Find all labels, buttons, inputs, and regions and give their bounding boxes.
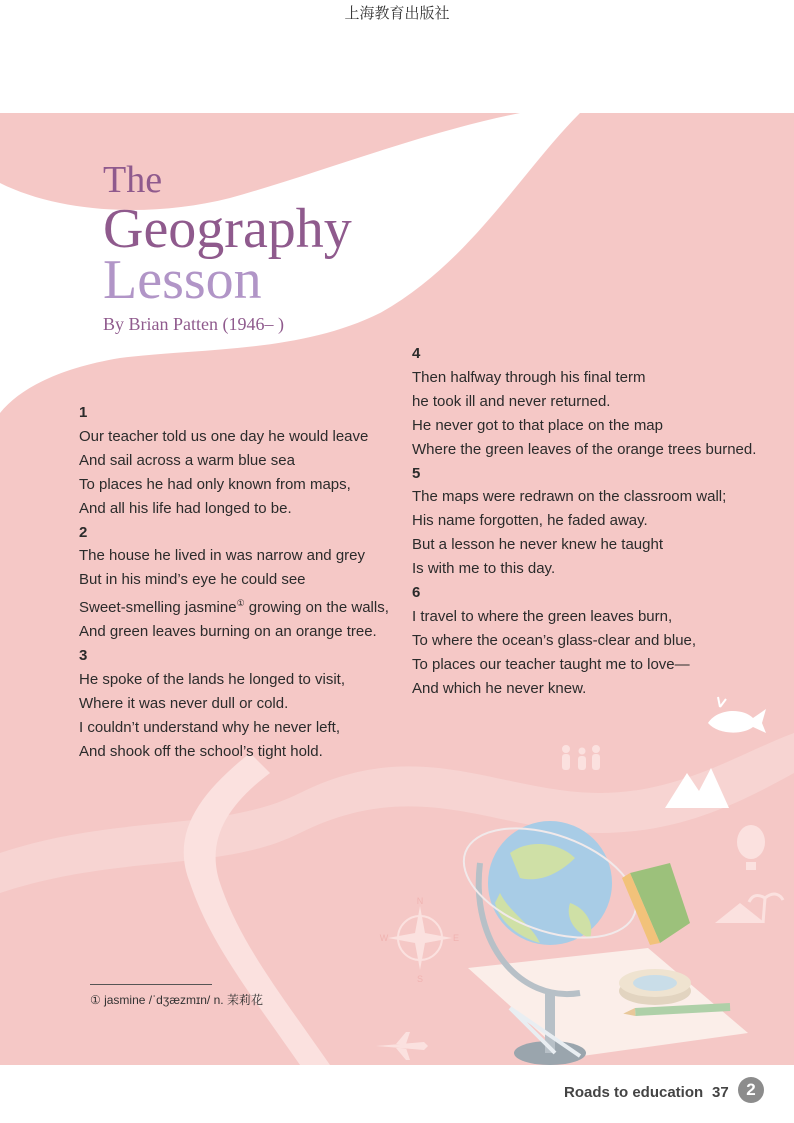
poem-line: He spoke of the lands he longed to visit,	[79, 670, 346, 688]
poem-line: I couldn’t understand why he never left,	[79, 718, 340, 736]
poem-line: To places he had only known from maps,	[79, 475, 351, 493]
compass-w-label: W	[379, 933, 389, 943]
page-number: 37	[712, 1084, 729, 1101]
stanza-1	[79, 401, 399, 521]
poem-line: Then halfway through his final term	[412, 368, 646, 386]
poem-line: But in his mind’s eye he could see	[79, 571, 306, 589]
stanza-number: 3	[79, 647, 88, 665]
footnote-jasmine: ① jasmine /ˈdʒæzmɪn/ n. 茉莉花	[90, 993, 263, 1007]
poem-line-tail: growing on the walls,	[244, 599, 389, 617]
title-geography: Geography	[103, 198, 352, 260]
author-byline: By Brian Patten (1946– )	[103, 314, 284, 334]
publisher-header: 上海教育出版社	[344, 4, 450, 22]
poem-line	[79, 592, 399, 620]
poem-line: And which he never knew.	[412, 679, 587, 697]
stanza-number: 5	[412, 464, 421, 482]
poem-line: The maps were redrawn on the classroom wall;	[412, 488, 727, 506]
poem-line: The house he lived in was narrow and grey	[79, 547, 365, 565]
footnote-divider	[90, 984, 212, 985]
poem-line: To places our teacher taught me to love—	[412, 655, 690, 673]
poem-line: He never got to that place on the map	[412, 416, 663, 434]
stanza-5	[412, 462, 772, 582]
poem-line: His name forgotten, he faded away.	[412, 512, 648, 530]
poem-line: But a lesson he never knew he taught	[412, 536, 664, 554]
poem-line: And shook off the school’s tight hold.	[79, 742, 323, 760]
poem-line: he took ill and never returned.	[412, 392, 611, 410]
poem-line: Our teacher told us one day he would leave	[79, 427, 369, 445]
poem-line: Is with me to this day.	[412, 560, 556, 578]
stanza-number: 4	[412, 345, 421, 362]
poem-line-text: Sweet-smelling jasmine	[79, 599, 237, 617]
poem-line: And green leaves burning on an orange tree.	[79, 623, 377, 641]
title-lesson: Lesson	[103, 249, 262, 311]
poem-line: And sail across a warm blue sea	[79, 451, 295, 469]
poem-line: To where the ocean’s glass-clear and blue,	[412, 631, 697, 649]
poem-line: I travel to where the green leaves burn,	[412, 607, 673, 625]
stanza-number: 6	[412, 584, 421, 602]
unit-number-badge: 2	[738, 1077, 764, 1103]
compass-n-label: N	[416, 896, 424, 906]
people-icon	[562, 745, 600, 770]
poem-line: Where the green leaves of the orange trees burned.	[412, 440, 757, 458]
stanza-6	[412, 581, 772, 701]
compass-s-label: S	[416, 974, 424, 984]
stanza-3	[79, 644, 399, 764]
title-the: The	[103, 159, 163, 201]
poem-column-right	[412, 342, 772, 701]
poem-line: Where it was never dull or cold.	[79, 694, 289, 712]
footnote-marker: ①	[236, 598, 245, 609]
footer-unit-title: Roads to education	[564, 1084, 704, 1101]
compass-e-label: E	[452, 933, 460, 943]
stanza-4	[412, 342, 772, 462]
tape-roll	[619, 969, 691, 1005]
stanza-2	[79, 521, 399, 645]
poem-line: And all his life had longed to be.	[79, 499, 292, 517]
stanza-number: 2	[79, 523, 88, 541]
stanza-number: 1	[79, 404, 88, 421]
poem-column-left	[79, 401, 399, 764]
